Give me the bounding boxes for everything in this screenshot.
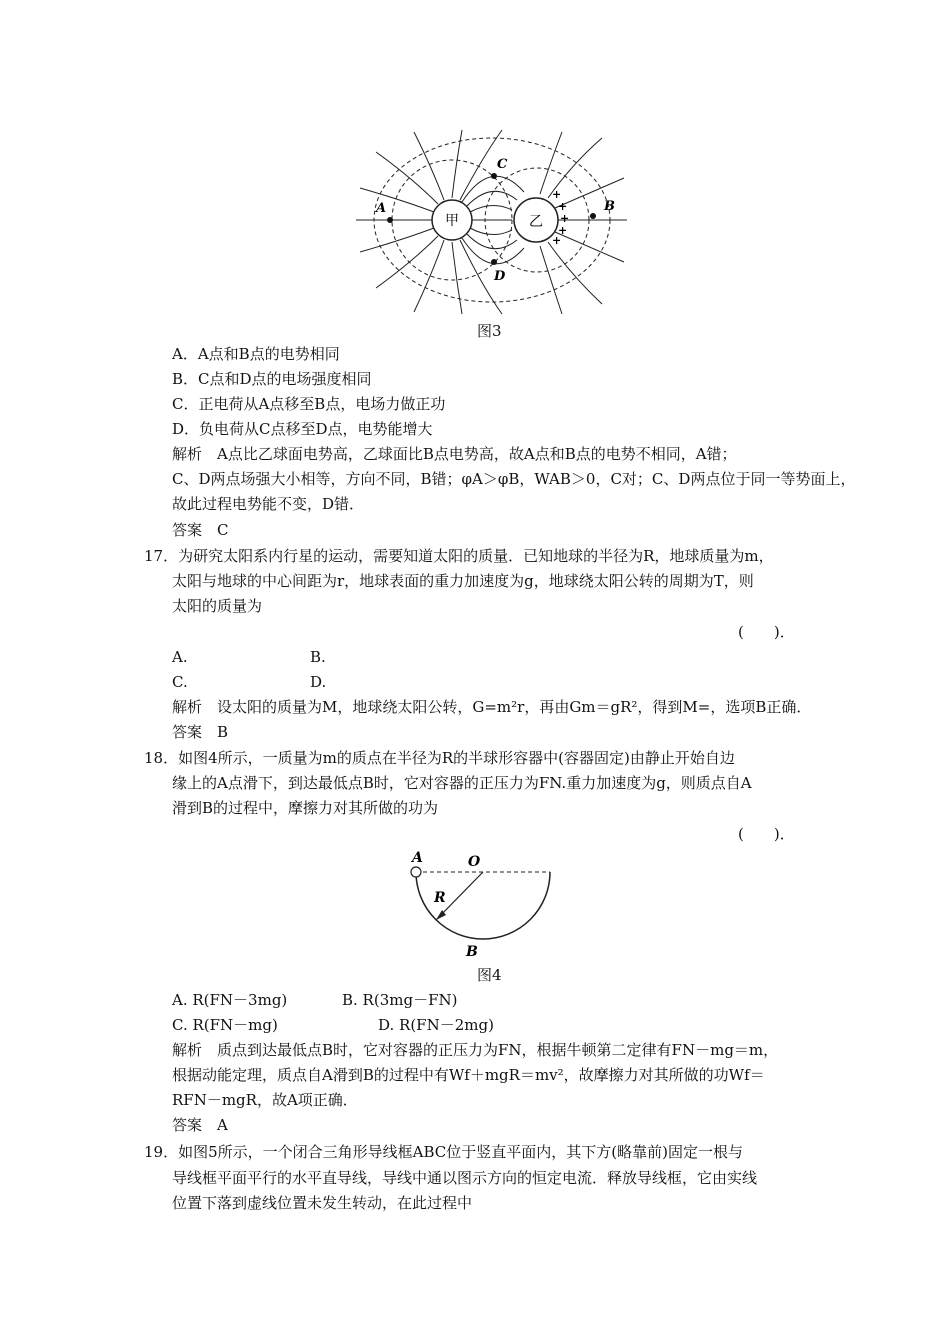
point-b-label: B [604,199,615,214]
ball-yi-label: 乙 [529,214,543,230]
q17-option-c: C. [172,673,188,691]
fig4-label-a: A [412,850,423,866]
point-a-label: A [376,201,387,216]
q16-option-b: B．C点和D点的电场强度相同 [172,370,372,388]
q18-option-b: B. R(3mg－FN) [342,991,458,1009]
fig4-label-b: B [466,944,478,958]
q18-stem-line-2: 缘上的A点滑下，到达最低点B时，它对容器的正压力为FN.重力加速度为g，则质点自A [172,774,752,792]
q17-blank: ( )． [738,623,795,641]
ball-jia-label: 甲 [445,213,459,229]
q16-answer: 答案 C [172,521,229,539]
q17-option-d: D. [310,673,327,691]
q17-stem-line-1: 17．为研究太阳系内行星的运动，需要知道太阳的质量．已知地球的半径为R，地球质量为m， [144,547,774,565]
q17-option-b: B. [310,648,326,666]
q19-stem-line-2: 导线框平面平行的水平直导线，导线中通以图示方向的恒定电流．释放导线框，它由实线 [172,1169,758,1187]
q16-analysis-line-3: 故此过程电势能不变，D错． [172,495,365,513]
q17-analysis: 解析 设太阳的质量为M，地球绕太阳公转，G=m²r，再由Gm＝gR²，得到M=，选项B正确． [172,698,812,716]
q18-stem-line-3: 滑到B的过程中，摩擦力对其所做的功为 [172,799,439,817]
q16-option-d: D．负电荷从C点移至D点，电势能增大 [172,420,433,438]
q19-stem-line-3: 位置下落到虚线位置未发生转动，在此过程中 [172,1194,473,1212]
plus-sign: + [558,224,568,237]
q17-answer: 答案 B [172,723,229,741]
q16-analysis-line-2: C、D两点场强大小相等，方向不同，B错；φA＞φB，WAB＞0，C对；C、D两点位于同一等势面上， [172,470,856,488]
plus-sign: + [552,188,562,201]
plus-sign: + [558,200,568,213]
q17-option-a: A. [172,648,188,666]
point-c-label: C [497,157,508,172]
q16-option-a: A．A点和B点的电势相同 [172,345,340,363]
q17-stem-line-2: 太阳与地球的中心间距为r，地球表面的重力加速度为g，地球绕太阳公转的周期为T，则 [172,572,754,590]
point-d-label: D [494,269,506,284]
q18-stem-line-1: 18．如图4所示，一质量为m的质点在半径为R的半球形容器中(容器固定)由静止开始自边 [144,749,735,767]
fig4-label-r: R [434,890,446,906]
q19-stem-line-1: 19．如图5所示，一个闭合三角形导线框ABC位于竖直平面内，其下方(略靠前)固定一根与 [144,1143,743,1161]
q18-answer: 答案 A [172,1116,228,1134]
plus-sign: + [560,212,570,225]
q18-analysis-line-3: RFN－mgR，故A项正确． [172,1091,358,1109]
q18-option-c: C. R(FN－mg) [172,1016,278,1034]
figure-4-hemisphere [400,848,560,958]
fig4-label-o: O [468,854,481,870]
figure-3-caption: 图3 [477,322,502,340]
q18-option-a: A. R(FN－3mg) [172,991,288,1009]
q16-analysis-line-1: 解析 A点比乙球面电势高，乙球面比B点电势高，故A点和B点的电势不相同，A错； [172,445,737,463]
q18-option-d: D. R(FN－2mg) [378,1016,494,1034]
plus-sign: + [552,234,562,247]
q17-stem-line-3: 太阳的质量为 [172,597,263,615]
q18-analysis-line-1: 解析 质点到达最低点B时，它对容器的正压力为FN，根据牛顿第二定律有FN－mg＝m， [172,1041,779,1059]
q18-blank: ( )． [738,825,795,843]
figure-4-caption: 图4 [477,966,502,984]
q16-option-c: C．正电荷从A点移至B点，电场力做正功 [172,395,446,413]
q18-analysis-line-2: 根据动能定理，质点自A滑到B的过程中有Wf＋mgR＝mv²，故摩擦力对其所做的功Wf＝ [172,1066,765,1084]
figure-3-field-lines [352,128,632,318]
